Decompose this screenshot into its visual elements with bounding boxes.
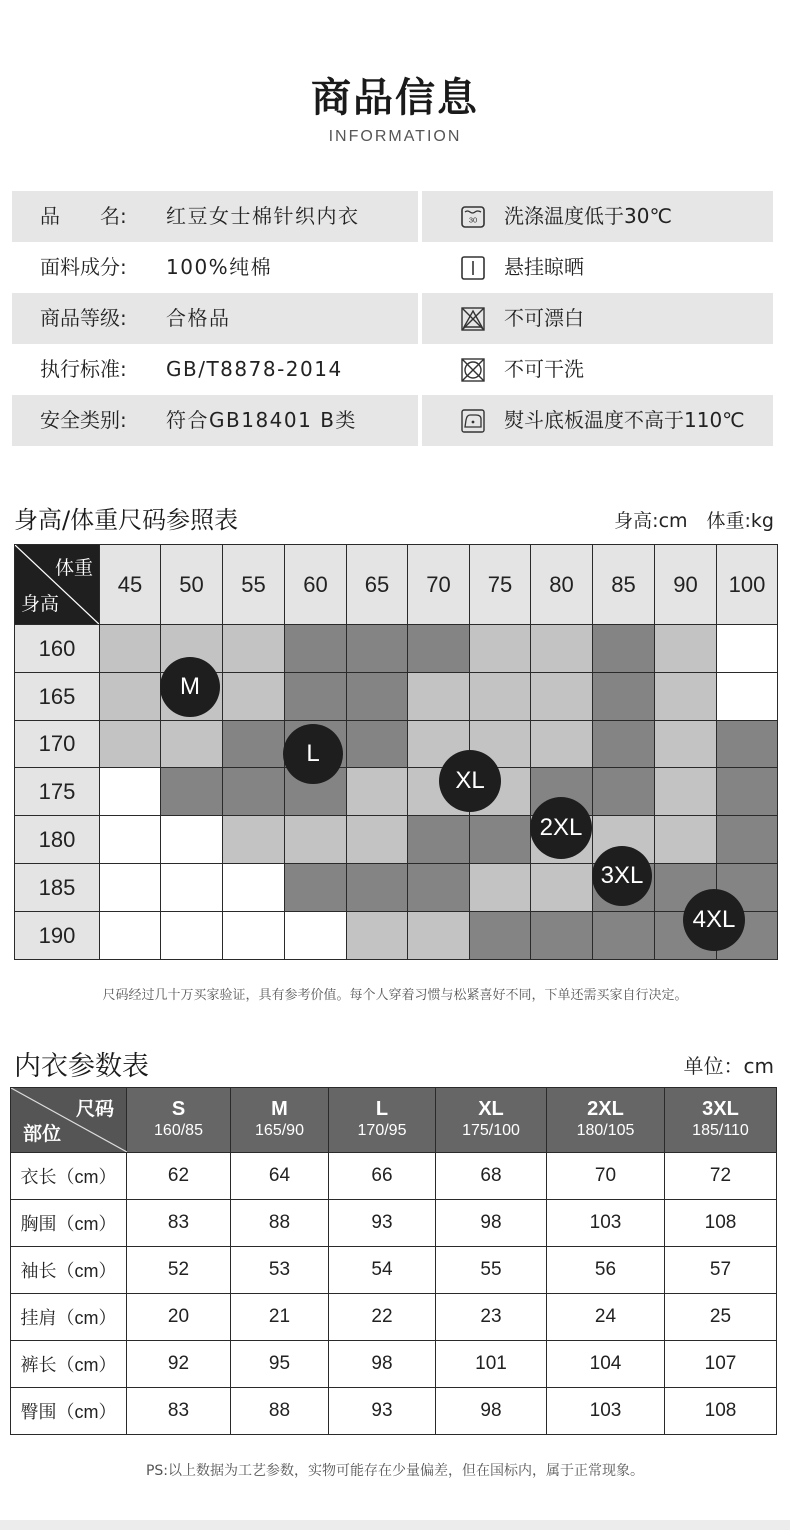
height-header-cell: 175 xyxy=(14,767,100,816)
value-cell: 88 xyxy=(231,1200,329,1247)
params-corner xyxy=(11,1088,127,1153)
value-cell: 70 xyxy=(547,1153,665,1200)
size-badge: L xyxy=(283,724,343,784)
size-grid-cell xyxy=(222,863,285,912)
info-label: 安全类别: xyxy=(40,408,127,432)
weight-header-cell: 80 xyxy=(530,544,593,625)
size-grid-cell xyxy=(530,672,593,721)
params-table xyxy=(10,1087,777,1435)
table-row xyxy=(11,1247,777,1294)
part-label: 裤长（cm） xyxy=(11,1341,127,1388)
care-cell xyxy=(422,293,773,344)
size-grid-cell xyxy=(222,672,285,721)
size-grid-cell xyxy=(99,720,161,768)
size-grid-cell xyxy=(284,815,347,864)
page-title: 商品信息 xyxy=(311,75,479,121)
height-header-cell: 185 xyxy=(14,863,100,912)
size-grid-cell xyxy=(222,624,285,673)
size-grid-cell xyxy=(407,815,470,864)
weight-header-cell: 100 xyxy=(716,544,778,625)
size-header xyxy=(436,1088,547,1153)
size-grid-cell xyxy=(530,863,593,912)
wash-30-icon xyxy=(460,204,486,230)
size-grid-cell xyxy=(469,815,531,864)
info-row xyxy=(12,191,773,242)
value-cell: 98 xyxy=(436,1388,547,1435)
weight-header-cell: 45 xyxy=(99,544,161,625)
size-hw: 165/90 xyxy=(255,1122,304,1139)
size-grid-cell xyxy=(284,863,347,912)
info-value: 100%纯棉 xyxy=(166,255,273,279)
size-hw: 170/95 xyxy=(357,1122,407,1139)
size-grid-cell xyxy=(407,911,470,960)
size-header xyxy=(127,1088,231,1153)
size-grid-cell xyxy=(160,815,223,864)
size-label: XL xyxy=(478,1098,504,1120)
size-grid-cell xyxy=(592,720,655,768)
value-cell: 54 xyxy=(329,1247,436,1294)
page-subtitle: INFORMATION xyxy=(328,128,462,145)
size-grid-cell xyxy=(716,720,778,768)
value-cell: 62 xyxy=(127,1153,231,1200)
size-grid-cell xyxy=(346,863,408,912)
size-grid-cell xyxy=(716,815,778,864)
size-label: S xyxy=(171,1098,186,1120)
size-grid-cell xyxy=(222,911,285,960)
value-cell: 104 xyxy=(547,1341,665,1388)
value-cell: 55 xyxy=(436,1247,547,1294)
size-label: M xyxy=(271,1098,288,1120)
care-text: 悬挂晾晒 xyxy=(504,255,584,279)
value-cell: 98 xyxy=(436,1200,547,1247)
params-note: PS:以上数据为工艺参数，实物可能存在少量偏差，但在国标内，属于正常现象。 xyxy=(145,1463,645,1479)
size-grid-cell xyxy=(654,624,717,673)
info-row xyxy=(12,395,773,446)
value-cell: 83 xyxy=(127,1200,231,1247)
size-grid-cell xyxy=(222,767,285,816)
value-cell: 24 xyxy=(547,1294,665,1341)
care-text: 不可干洗 xyxy=(504,357,584,381)
size-badge: XL xyxy=(439,750,501,812)
table-row xyxy=(11,1341,777,1388)
no-dry-clean-icon xyxy=(460,357,486,383)
size-grid-cell xyxy=(99,672,161,721)
weight-header-cell: 85 xyxy=(592,544,655,625)
size-chart-unit: 身高:cm 体重:kg xyxy=(614,510,774,532)
size-grid-cell xyxy=(654,672,717,721)
value-cell: 56 xyxy=(547,1247,665,1294)
value-cell: 52 xyxy=(127,1247,231,1294)
info-value: 合格品 xyxy=(166,306,231,330)
size-grid-cell xyxy=(160,863,223,912)
info-left-cell xyxy=(12,191,418,242)
value-cell: 107 xyxy=(665,1341,777,1388)
size-grid-cell xyxy=(592,624,655,673)
part-label: 胸围（cm） xyxy=(11,1200,127,1247)
size-grid-cell xyxy=(407,624,470,673)
size-grid-cell xyxy=(284,624,347,673)
part-label: 衣长（cm） xyxy=(11,1153,127,1200)
size-header xyxy=(329,1088,436,1153)
info-label: 面料成分: xyxy=(40,255,127,279)
value-cell: 108 xyxy=(665,1200,777,1247)
corner-top-label: 尺码 xyxy=(75,1099,114,1120)
size-grid-cell xyxy=(160,767,223,816)
weight-header-cell: 50 xyxy=(160,544,223,625)
size-label: 3XL xyxy=(702,1098,739,1120)
height-header-cell: 190 xyxy=(14,911,100,960)
size-hw: 185/110 xyxy=(692,1122,749,1139)
size-header xyxy=(231,1088,329,1153)
size-grid-cell xyxy=(99,911,161,960)
params-unit: 单位：cm xyxy=(683,1054,774,1078)
table-row xyxy=(11,1153,777,1200)
value-cell: 103 xyxy=(547,1200,665,1247)
care-text: 洗涤温度低于30℃ xyxy=(504,204,672,228)
size-grid-cell xyxy=(346,624,408,673)
size-grid-cell xyxy=(592,767,655,816)
size-header xyxy=(665,1088,777,1153)
info-left-cell xyxy=(12,395,418,446)
size-grid-cell xyxy=(592,911,655,960)
value-cell: 53 xyxy=(231,1247,329,1294)
value-cell: 57 xyxy=(665,1247,777,1294)
value-cell: 20 xyxy=(127,1294,231,1341)
size-chart-note: 尺码经过几十万买家验证，具有参考价值。每个人穿着习惯与松紧喜好不同，下单还需买家自行决定。 xyxy=(102,988,688,1003)
size-grid-cell xyxy=(284,911,347,960)
value-cell: 22 xyxy=(329,1294,436,1341)
size-grid-cell xyxy=(346,815,408,864)
size-grid-cell xyxy=(160,911,223,960)
height-header-cell: 170 xyxy=(14,720,100,768)
weight-header-cell: 90 xyxy=(654,544,717,625)
corner-bottom-label: 身高 xyxy=(21,594,60,615)
info-value: 红豆女士棉针织内衣 xyxy=(166,204,360,228)
info-row xyxy=(12,344,773,395)
height-header-cell: 180 xyxy=(14,815,100,864)
size-grid-cell xyxy=(99,863,161,912)
size-grid-cell xyxy=(346,720,408,768)
value-cell: 25 xyxy=(665,1294,777,1341)
value-cell: 83 xyxy=(127,1388,231,1435)
size-grid-cell xyxy=(222,720,285,768)
size-label: 2XL xyxy=(587,1098,624,1120)
info-left-cell xyxy=(12,344,418,395)
size-grid-cell xyxy=(530,911,593,960)
care-text: 熨斗底板温度不高于110℃ xyxy=(504,408,745,432)
value-cell: 93 xyxy=(329,1388,436,1435)
table-row xyxy=(11,1294,777,1341)
value-cell: 88 xyxy=(231,1388,329,1435)
size-hw: 175/100 xyxy=(462,1122,520,1139)
size-badge: 3XL xyxy=(592,846,652,906)
size-grid-cell xyxy=(407,672,470,721)
size-grid-cell xyxy=(99,767,161,816)
care-cell xyxy=(422,344,773,395)
size-grid-cell xyxy=(469,863,531,912)
size-grid-cell xyxy=(716,624,778,673)
care-cell xyxy=(422,191,773,242)
weight-header-cell: 75 xyxy=(469,544,531,625)
table-row xyxy=(11,1200,777,1247)
size-grid-cell xyxy=(346,672,408,721)
info-label: 商品等级: xyxy=(40,306,127,330)
size-grid-cell xyxy=(654,767,717,816)
size-grid-cell xyxy=(530,624,593,673)
weight-header-cell: 60 xyxy=(284,544,347,625)
iron-low-icon xyxy=(460,408,486,434)
care-cell xyxy=(422,242,773,293)
size-label: L xyxy=(375,1098,389,1120)
value-cell: 101 xyxy=(436,1341,547,1388)
corner-top-label: 体重 xyxy=(54,558,93,579)
info-left-cell xyxy=(12,293,418,344)
size-hw: 180/105 xyxy=(576,1122,635,1139)
size-grid-cell xyxy=(346,767,408,816)
size-badge: M xyxy=(160,657,220,717)
value-cell: 92 xyxy=(127,1341,231,1388)
value-cell: 95 xyxy=(231,1341,329,1388)
size-grid-cell xyxy=(99,815,161,864)
size-grid-cell xyxy=(407,863,470,912)
info-value: 符合GB18401 B类 xyxy=(166,408,357,432)
size-grid-cell xyxy=(469,672,531,721)
info-label: 品 名: xyxy=(40,204,127,228)
value-cell: 103 xyxy=(547,1388,665,1435)
info-row xyxy=(12,293,773,344)
part-label: 臀围（cm） xyxy=(11,1388,127,1435)
size-badge: 2XL xyxy=(530,797,592,859)
value-cell: 66 xyxy=(329,1153,436,1200)
size-grid-cell xyxy=(99,624,161,673)
size-grid-corner xyxy=(14,544,100,625)
info-left-cell xyxy=(12,242,418,293)
part-label: 挂肩（cm） xyxy=(11,1294,127,1341)
bottom-divider xyxy=(0,1520,790,1530)
size-grid-cell xyxy=(222,815,285,864)
size-header xyxy=(547,1088,665,1153)
value-cell: 93 xyxy=(329,1200,436,1247)
weight-header-cell: 65 xyxy=(346,544,408,625)
info-row xyxy=(12,242,773,293)
size-grid-cell xyxy=(716,672,778,721)
value-cell: 64 xyxy=(231,1153,329,1200)
size-grid-cell xyxy=(530,720,593,768)
size-grid-cell xyxy=(592,672,655,721)
size-chart-title: 身高/体重尺码参照表 xyxy=(14,506,239,534)
size-grid-cell xyxy=(654,720,717,768)
size-grid-cell xyxy=(284,672,347,721)
care-cell xyxy=(422,395,773,446)
size-grid-cell xyxy=(654,815,717,864)
weight-header-cell: 55 xyxy=(222,544,285,625)
size-hw: 160/85 xyxy=(154,1122,203,1139)
svg-text:30: 30 xyxy=(468,215,478,225)
corner-bottom-label: 部位 xyxy=(23,1124,62,1145)
part-label: 袖长（cm） xyxy=(11,1247,127,1294)
value-cell: 108 xyxy=(665,1388,777,1435)
height-header-cell: 165 xyxy=(14,672,100,721)
size-grid-cell xyxy=(346,911,408,960)
table-row xyxy=(11,1388,777,1435)
size-grid-cell xyxy=(469,911,531,960)
value-cell: 98 xyxy=(329,1341,436,1388)
info-label: 执行标准: xyxy=(40,357,127,381)
value-cell: 23 xyxy=(436,1294,547,1341)
size-grid-cell xyxy=(469,624,531,673)
care-text: 不可漂白 xyxy=(504,306,584,330)
height-header-cell: 160 xyxy=(14,624,100,673)
line-dry-icon xyxy=(460,255,486,281)
params-header-row xyxy=(11,1088,777,1153)
size-grid-cell xyxy=(160,720,223,768)
value-cell: 72 xyxy=(665,1153,777,1200)
size-grid-cell xyxy=(716,767,778,816)
no-bleach-icon xyxy=(460,306,486,332)
value-cell: 68 xyxy=(436,1153,547,1200)
weight-header-cell: 70 xyxy=(407,544,470,625)
size-badge: 4XL xyxy=(683,889,745,951)
params-title: 内衣参数表 xyxy=(14,1051,149,1082)
info-value: GB/T8878-2014 xyxy=(166,357,343,381)
value-cell: 21 xyxy=(231,1294,329,1341)
